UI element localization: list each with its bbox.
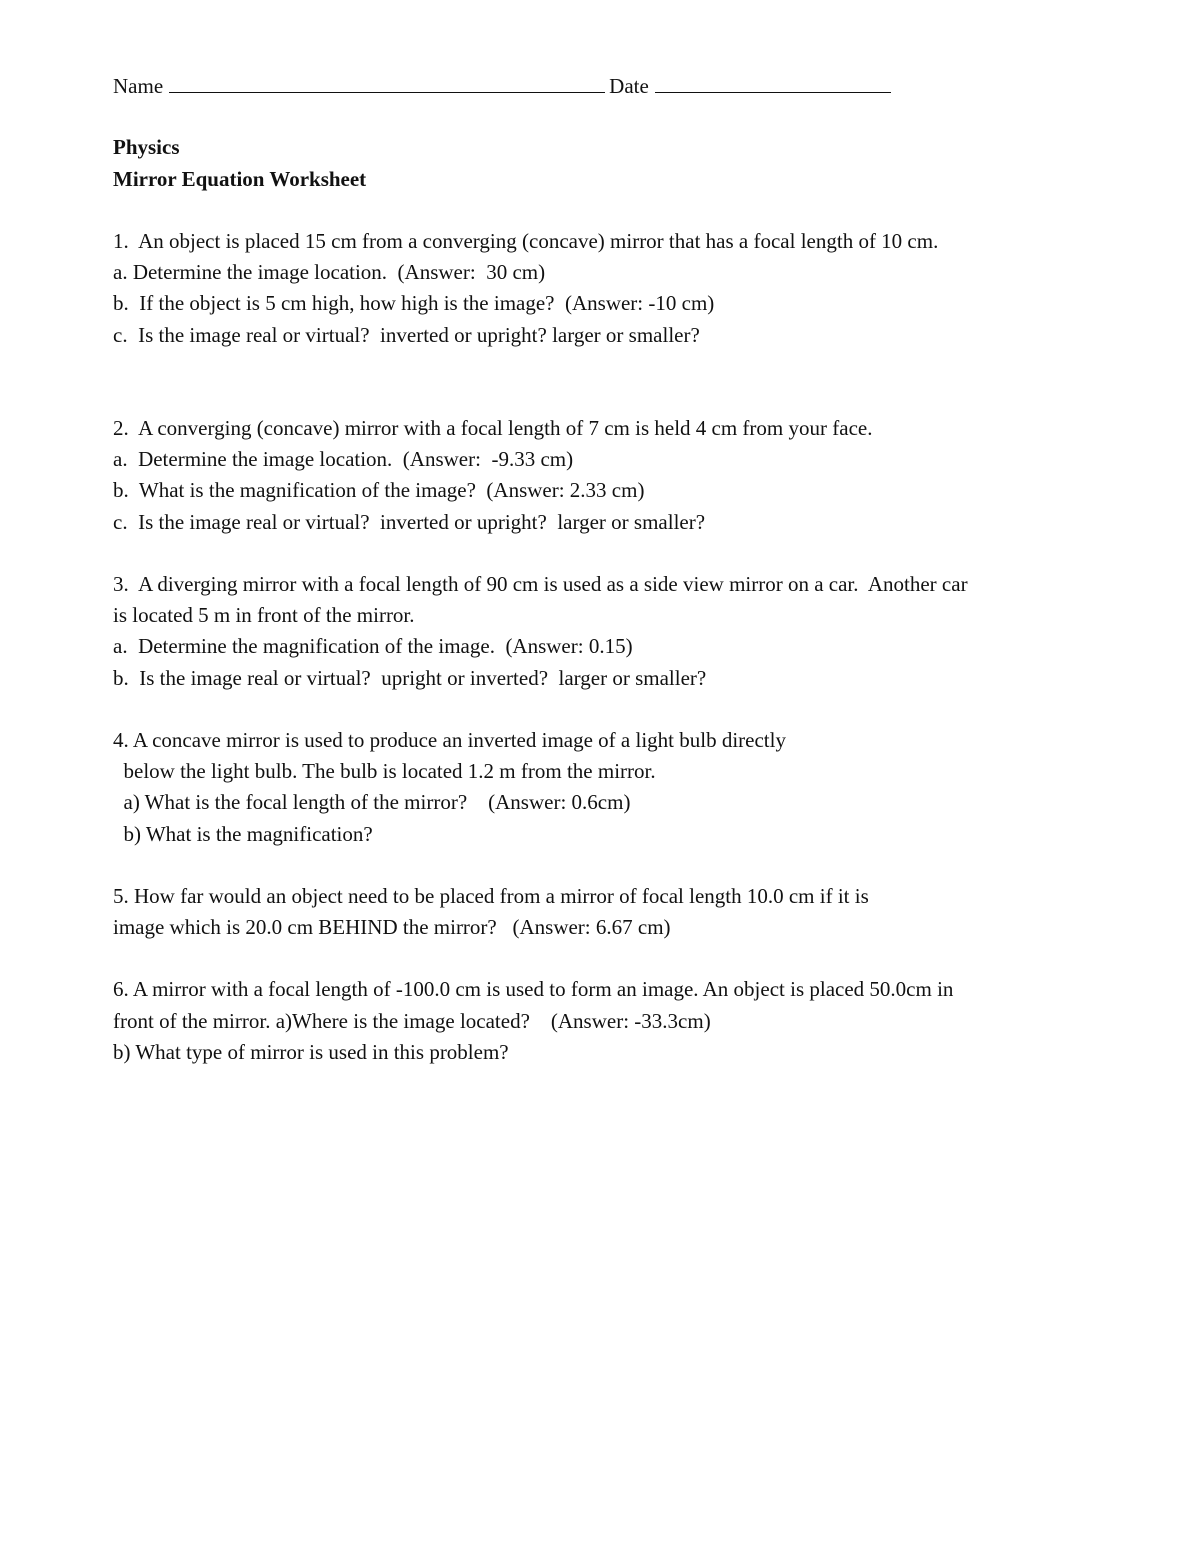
worksheet-page <box>113 70 1093 1068</box>
question-line: b) What is the magnification? <box>113 821 373 846</box>
question-line: a. Determine the magnification of the image. (Answer: 0.15) <box>113 634 633 659</box>
question-line: c. Is the image real or virtual? inverted or upright? larger or smaller? <box>113 322 700 347</box>
question-2 <box>113 413 1093 538</box>
question-line: 5. How far would an object need to be placed from a mirror of focal length 10.0 cm if it is <box>113 883 869 908</box>
question-6 <box>113 974 1093 1068</box>
question-line: c. Is the image real or virtual? inverted or upright? larger or smaller? <box>113 509 706 534</box>
question-line: b. Is the image real or virtual? upright or inverted? larger or smaller? <box>113 665 707 690</box>
question-3 <box>113 569 1093 694</box>
question-line: a. Determine the image location. (Answer: 30 cm) <box>113 260 546 285</box>
question-line: a) What is the focal length of the mirror? (Answer: 0.6cm) <box>113 790 631 815</box>
question-line: 2. A converging (concave) mirror with a focal length of 7 cm is held 4 cm from your face. <box>113 416 873 441</box>
worksheet-title: Mirror Equation Worksheet <box>113 166 367 191</box>
question-line: is located 5 m in front of the mirror. <box>113 603 415 628</box>
question-line: 6. A mirror with a focal length of -100.0 cm is used to form an image. An object is placed 50.0cm in <box>113 977 954 1002</box>
subject-title: Physics <box>113 135 180 160</box>
name-label: Name <box>113 74 164 98</box>
question-line: 3. A diverging mirror with a focal length of 90 cm is used as a side view mirror on a car. Another car <box>113 572 968 596</box>
question-line: b) What type of mirror is used in this problem? <box>113 1039 509 1064</box>
question-line: front of the mirror. a)Where is the image located? (Answer: -33.3cm) <box>113 1008 711 1033</box>
question-5 <box>113 881 1093 943</box>
question-line: 1. An object is placed 15 cm from a converging (concave) mirror that has a focal length of 10 cm. <box>113 228 939 253</box>
name-date-header <box>113 70 1093 101</box>
question-1 <box>113 226 1093 351</box>
question-4 <box>113 725 1093 850</box>
question-line: b. What is the magnification of the image? (Answer: 2.33 cm) <box>113 478 645 503</box>
date-label: Date <box>609 74 649 98</box>
question-line: b. If the object is 5 cm high, how high is the image? (Answer: -10 cm) <box>113 291 715 316</box>
question-line: 4. A concave mirror is used to produce an inverted image of a light bulb directly <box>113 727 786 752</box>
question-line: below the light bulb. The bulb is located 1.2 m from the mirror. <box>113 759 656 784</box>
name-blank-line <box>169 70 605 93</box>
date-blank-line <box>655 70 891 93</box>
question-line: a. Determine the image location. (Answer: -9.33 cm) <box>113 447 574 472</box>
question-line: image which is 20.0 cm BEHIND the mirror? (Answer: 6.67 cm) <box>113 915 671 940</box>
